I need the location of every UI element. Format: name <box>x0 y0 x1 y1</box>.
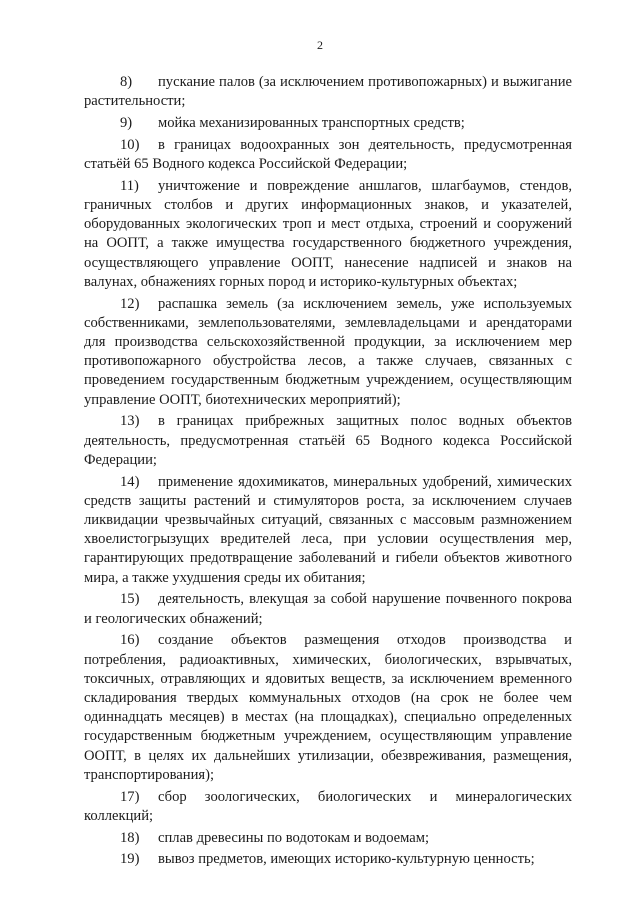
item-text: сбор зоологических, биологических и минералогических коллекций; <box>84 788 572 824</box>
item-number: 15) <box>120 591 140 608</box>
list-item <box>84 73 572 111</box>
item-text: в границах прибрежных защитных полос водных объектов деятельность, предусмотренная статьёй 65 Водного кодекса Российской Федерации; <box>84 413 572 468</box>
list-item <box>84 412 572 470</box>
item-number: 16) <box>120 632 140 649</box>
list-item <box>84 295 572 410</box>
item-number: 11) <box>120 177 139 194</box>
item-number: 18) <box>120 829 140 846</box>
item-text: сплав древесины по водотокам и водоемам; <box>158 829 430 846</box>
list-item <box>84 473 572 588</box>
item-text: вывоз предметов, имеющих историко-культурную ценность; <box>158 851 535 868</box>
item-number: 8) <box>120 74 133 90</box>
page-number: 2 <box>317 38 323 52</box>
item-text: в границах водоохранных зон деятельность, предусмотренная статьёй 65 Водного кодекса Российской Федерации; <box>84 136 572 172</box>
list-item <box>84 788 572 826</box>
item-text: деятельность, влекущая за собой нарушение почвенного покрова и геологических обнажений; <box>84 591 572 627</box>
list-item <box>84 829 572 848</box>
item-number: 13) <box>120 413 140 430</box>
list-item <box>84 136 572 174</box>
item-number: 17) <box>120 788 140 805</box>
item-number: 9) <box>120 115 133 131</box>
item-text: применение ядохимикатов, минеральных удобрений, химических средств защиты растений и стимуляторов роста, за исключением случаев ликвидации чрезвычайных ситуаций, связанных с массовым размножением хвоелистогрызущих вредителей леса, при условии осуществления мер, гарантирующих предотвращение заболеваний и гибели объектов животного мира, а также ухудшения среды их обитания; <box>84 473 572 586</box>
document-body <box>84 73 572 872</box>
list-item <box>84 590 572 628</box>
item-number: 19) <box>120 851 140 868</box>
list-item <box>84 850 572 869</box>
item-text: распашка земель (за исключением земель, уже используемых собственниками, землепользователями, землевладельцами и арендаторами для производства сельскохозяйственной продукции, за исключением мер противопожарного обустройства лесов, а также случаев, связанных с проведением государственным бюджетным учреждением, осуществляющим управление ООПТ, биотехнических мероприятий); <box>84 295 572 408</box>
item-text: создание объектов размещения отходов производства и потребления, радиоактивных, химических, биологических, взрывчатых, токсичных, отравляющих и ядовитых веществ, за исключением временного складирования твердых коммунальных отходов (на срок не более чем одиннадцать месяцев) в местах (на площадках), специально определенных государственным бюджетным учреждением, осуществляющим управление ООПТ, в целях их дальнейших утилизации, обезвреживания, размещения, транспортирования); <box>84 632 572 783</box>
item-number: 14) <box>120 473 140 490</box>
item-text: пускание палов (за исключением противопожарных) и выжигание растительности; <box>84 74 572 110</box>
list-item <box>84 631 572 785</box>
item-text: мойка механизированных транспортных средств; <box>158 115 465 131</box>
item-number: 10) <box>120 136 140 153</box>
item-text: уничтожение и повреждение аншлагов, шлагбаумов, стендов, граничных столбов и других информационных знаков, и указателей, оборудованных экологических троп и мест отдыха, строений и сооружений на ООПТ, а также имущества государственного бюджетного учреждения, осуществляющего управление ООПТ, нанесение надписей и знаков на валунах, обнажениях горных пород и историко-культурных объектах; <box>84 177 572 290</box>
item-number: 12) <box>120 295 140 312</box>
list-item <box>84 114 572 133</box>
list-item <box>84 177 572 292</box>
